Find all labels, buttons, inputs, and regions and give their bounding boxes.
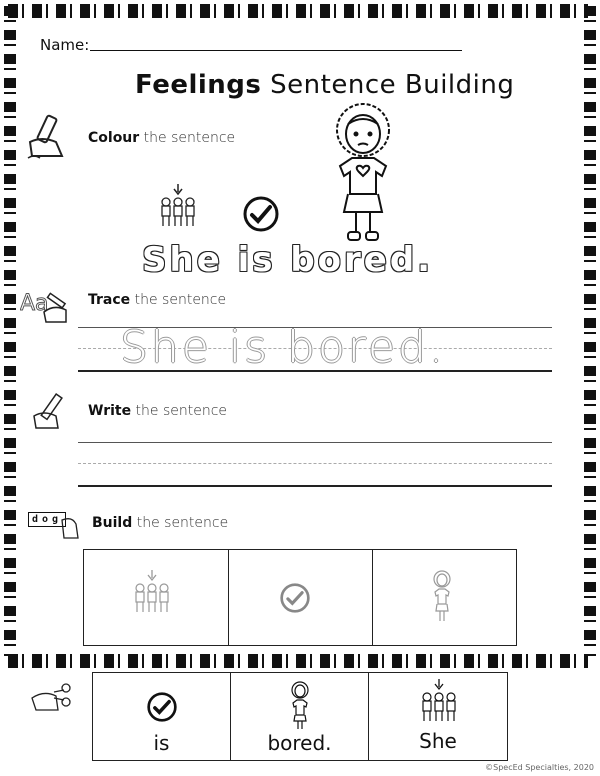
cut-card-bored[interactable] (230, 672, 369, 761)
step-colour-label (88, 130, 235, 146)
build-box-1[interactable] (83, 549, 229, 646)
people-icon (158, 184, 198, 230)
credit-text: ©SpecEd Specialties, 2020 (485, 763, 594, 772)
people-icon (419, 679, 459, 725)
checkmark-icon (146, 691, 178, 723)
crayon-hand-icon (22, 112, 72, 162)
step-colour-bold: Colour (88, 130, 140, 146)
arrow-border-bottom (8, 654, 588, 668)
title-rest: Sentence Building (270, 70, 515, 100)
girl-bored-icon (326, 100, 400, 246)
colour-sentence: She is bored. (142, 240, 434, 280)
build-icon (28, 512, 80, 540)
trace-hand-icon (20, 286, 70, 326)
step-trace-rest: the sentence (134, 292, 227, 308)
cut-card-word: is (153, 731, 170, 755)
arrow-border-left (4, 6, 16, 656)
write-mid-line (78, 463, 552, 464)
cut-card-she[interactable] (368, 672, 508, 761)
checkmark-icon (243, 196, 279, 232)
people-icon (132, 570, 172, 616)
build-box-3[interactable] (372, 549, 517, 646)
trace-sentence: She is bored. (120, 322, 446, 373)
svg-text:Aa: Aa (20, 291, 49, 316)
arrow-border-top (8, 4, 588, 18)
step-trace-bold: Trace (88, 292, 131, 308)
page-title (135, 70, 514, 100)
arrow-border-right (584, 6, 596, 656)
step-build-rest: the sentence (136, 515, 229, 531)
step-write-label (88, 403, 227, 419)
girl-icon (289, 681, 311, 731)
step-write-rest: the sentence (135, 403, 228, 419)
step-trace-label (88, 292, 226, 308)
checkmark-icon (279, 582, 311, 614)
step-colour-rest: the sentence (143, 130, 236, 146)
build-box-2[interactable] (228, 549, 373, 646)
step-build-bold: Build (92, 515, 133, 531)
write-top-line (78, 442, 552, 443)
write-base-line[interactable] (78, 485, 552, 487)
cut-card-is[interactable] (92, 672, 231, 761)
scissors-hand-icon (28, 680, 78, 714)
title-bold: Feelings (135, 70, 262, 100)
step-write-bold: Write (88, 403, 132, 419)
pencil-hand-icon (28, 392, 68, 432)
step-build-label (92, 515, 228, 531)
cut-card-word: bored. (267, 731, 332, 755)
girl-icon (431, 570, 453, 626)
cut-card-word: She (419, 729, 457, 753)
build-icon-letters: dog (28, 512, 66, 527)
name-label: Name: (40, 36, 90, 54)
name-field[interactable] (90, 50, 462, 51)
